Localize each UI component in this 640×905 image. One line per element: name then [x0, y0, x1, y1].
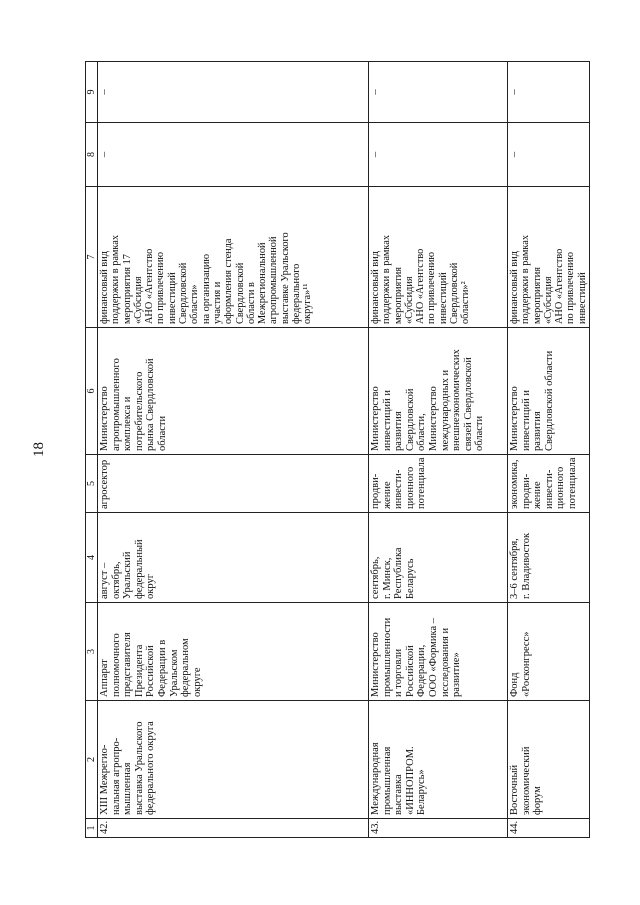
event-name: Восточный экономический форум: [509, 746, 544, 815]
column-8-value: –: [509, 151, 520, 158]
header-cell: 4: [86, 513, 98, 603]
table-row: [369, 62, 508, 838]
column-9-value: –: [370, 89, 381, 95]
sector: агросектор: [99, 459, 110, 509]
rotated-table-container: [85, 62, 588, 838]
date-place: август – октябрь, Уральский федеральный округ: [99, 539, 157, 599]
header-cell: 2: [86, 701, 98, 819]
responsible: Министерство инвестиций и развития Свердловской области, Министерство международных и внешнеэкономических связей Свердловской области: [370, 349, 486, 451]
header-cell: 6: [86, 328, 98, 455]
row-number: 43.: [370, 820, 381, 834]
header-cell: 8: [86, 123, 98, 187]
table-row: [508, 62, 590, 838]
page-number: 18: [31, 442, 47, 457]
organizer: Аппарат полномочного представителя Президента Российской Федерации в Уральском федеральном округе: [99, 632, 203, 697]
header-row: [86, 62, 98, 838]
events-table: [85, 61, 590, 838]
header-cell: 9: [86, 62, 98, 123]
column-9-value: –: [509, 89, 520, 95]
row-number: 42.: [99, 820, 110, 834]
sector: экономика, продви- жение инвести- ционного потенциала: [509, 457, 578, 509]
table-row: [98, 62, 369, 838]
funding: финансовый вид поддержки в рамках мероприятия 17 «Субсидия АНО «Агентство по привлечению инвестиций Свердловской области» на организацию участия и оформления стенда Свердловской области в Межрегиональной агропромышленной выставке Уральского федерального округа»¹¹: [99, 232, 314, 324]
column-8-value: –: [370, 151, 381, 158]
event-name: XIII Межрегио- нальная агропро- мышленная выставка Уральского федерального округа: [99, 721, 157, 815]
header-cell: 3: [86, 603, 98, 701]
sector: продви- жение инвести- ционного потенциала: [370, 457, 428, 509]
header-cell: 1: [86, 819, 98, 838]
responsible: Министерство инвестиций и развития Свердловской области: [509, 350, 555, 451]
funding: финансовый вид поддержки в рамках мероприятия «Субсидия АНО «Агентство по привлечению инвестиций: [509, 235, 588, 324]
organizer: Фонд «Росконгресс»: [509, 631, 532, 697]
date-place: сентябрь, г. Минск, Республика Беларусь: [370, 547, 416, 599]
column-8-value: –: [99, 151, 110, 158]
funding: финансовый вид поддержки в рамках мероприятия «Субсидия АНО «Агентство по привлечению инвестиций Свердловской области»²: [370, 235, 472, 324]
event-name: Международная промышленная выставка «ИННОПРОМ. Беларусь»: [370, 742, 428, 815]
date-place: 3–6 сентября, г. Владивосток: [509, 532, 532, 599]
column-9-value: –: [99, 89, 110, 95]
header-cell: 5: [86, 455, 98, 513]
responsible: Министерство агропромышленного комплекса и потребительского рынка Свердловской области: [99, 358, 168, 451]
organizer: Министерство промышленности и торговли Российской Федерации, ООО «Формика – исследования и развитие»: [370, 617, 463, 697]
row-number: 44.: [509, 820, 520, 834]
header-cell: 7: [86, 187, 98, 328]
